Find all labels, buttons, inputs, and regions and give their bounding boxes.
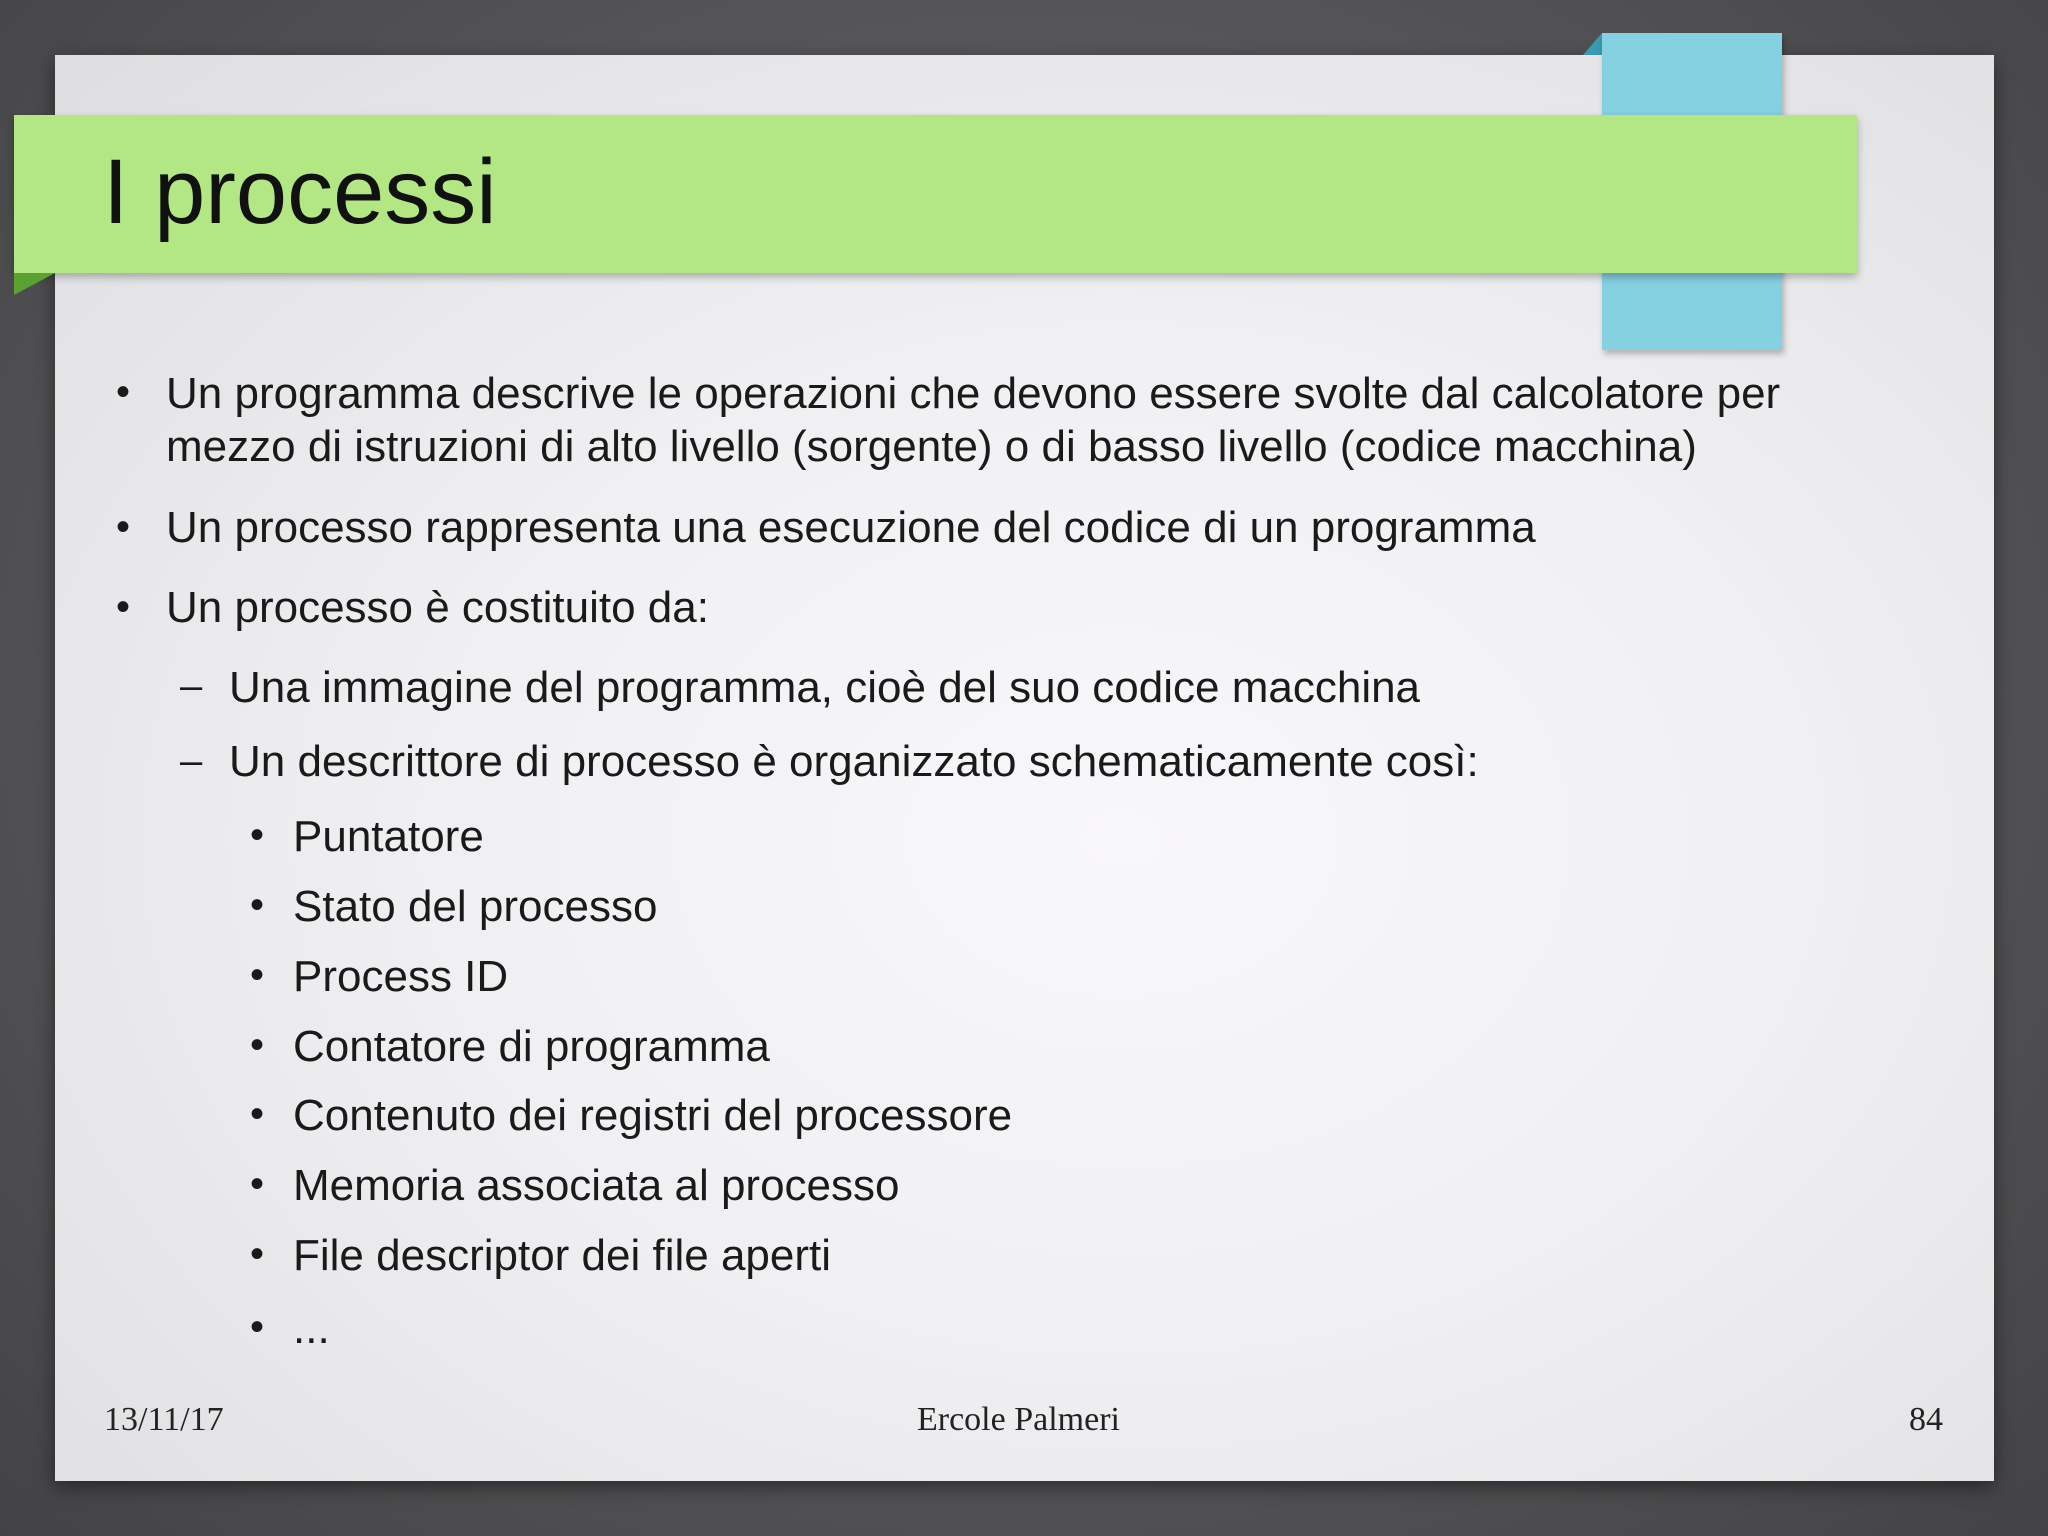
- bullet-marker: •: [250, 1162, 265, 1206]
- bullet-text: Contatore di programma: [293, 1022, 770, 1071]
- footer-page-number: 84: [1909, 1401, 1943, 1438]
- bullet-text: Memoria associata al processo: [293, 1161, 900, 1210]
- bullet-marker: •: [250, 1092, 265, 1136]
- footer-date: 13/11/17: [104, 1401, 224, 1438]
- bullet-text: Un processo rappresenta una esecuzione del codice di un programma: [166, 503, 1536, 552]
- slide-title: I processi: [103, 141, 497, 243]
- bullet-marker: •: [250, 813, 265, 857]
- bullet-text: Contenuto dei registri del processore: [293, 1091, 1013, 1140]
- bullet-marker: •: [250, 953, 265, 997]
- bullet-text: Process ID: [293, 952, 509, 1001]
- bullet-text: Puntatore: [293, 812, 484, 861]
- bullet-marker: •: [250, 1232, 265, 1276]
- bullet-text: Un programma descrive le operazioni che devono essere svolte dal calcolatore per: [166, 369, 1781, 418]
- dash-marker: –: [180, 739, 203, 783]
- bullet-marker: •: [116, 585, 131, 629]
- bullet-text: Stato del processo: [293, 882, 658, 931]
- bullet-text: mezzo di istruzioni di alto livello (sorgente) o di basso livello (codice macchina): [166, 422, 1697, 471]
- bullet-marker: •: [116, 370, 131, 414]
- bullet-text: File descriptor dei file aperti: [293, 1231, 832, 1280]
- bullet-text: ...: [293, 1304, 330, 1353]
- bullet-marker: •: [250, 1305, 265, 1349]
- bullet-marker: •: [250, 883, 265, 927]
- bullet-marker: •: [116, 505, 131, 549]
- bullet-marker: •: [250, 1023, 265, 1067]
- bullet-text: Un processo è costituito da:: [166, 583, 709, 632]
- footer-author: Ercole Palmeri: [917, 1401, 1120, 1438]
- bullet-text: Un descrittore di processo è organizzato schematicamente così:: [229, 737, 1479, 786]
- bullet-text: Una immagine del programma, cioè del suo codice macchina: [229, 663, 1421, 712]
- dash-marker: –: [180, 664, 203, 708]
